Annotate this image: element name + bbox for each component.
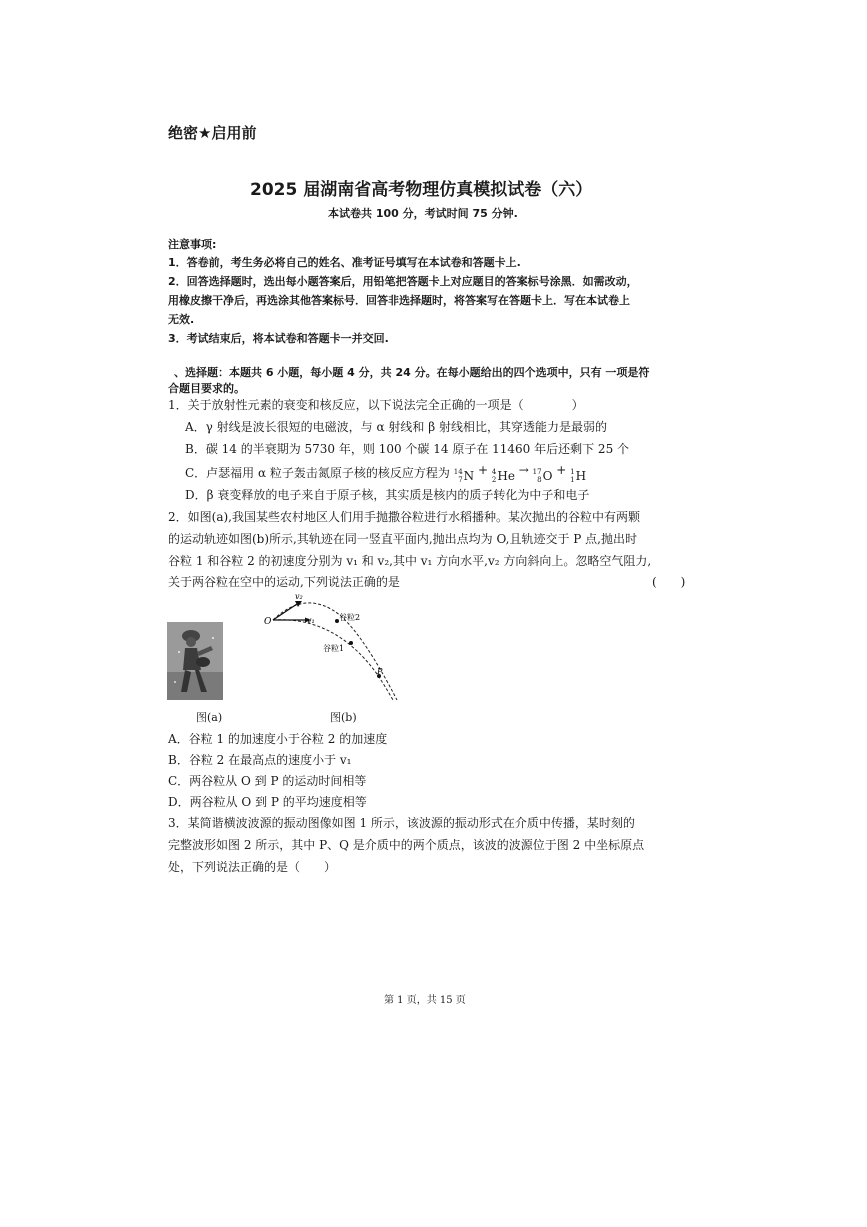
reaction-arrow: → bbox=[518, 463, 529, 477]
nitrogen-nuclide bbox=[454, 468, 474, 484]
oxygen-mass-number: 17 bbox=[532, 468, 542, 476]
q1-option-c-text: C．卢瑟福用 α 粒子轰击氮原子核的核反应方程为 bbox=[185, 466, 450, 480]
plus-sign: + bbox=[556, 463, 567, 477]
hydrogen-nuclide bbox=[570, 468, 586, 484]
figure-b-trajectory-diagram bbox=[255, 588, 415, 706]
label-p: P bbox=[377, 667, 383, 676]
oxygen-atomic-number: 8 bbox=[537, 476, 542, 484]
q2-option-b: B．谷粒 2 在最高点的速度小于 v₁ bbox=[168, 753, 352, 767]
notice-item-2-line-1: 2．回答选择题时，选出每小题答案后，用铅笔把答题卡上对应题目的答案标号涂黑．如需改动， bbox=[168, 275, 638, 288]
secret-mark: 绝密★启用前 bbox=[168, 124, 257, 142]
figure-a-caption: 图(a) bbox=[196, 711, 223, 724]
hydrogen-mass-number: 1 bbox=[570, 468, 575, 476]
q1-option-a: A．γ 射线是波长很短的电磁波，与 α 射线和 β 射线相比，其穿透能力是最弱的 bbox=[185, 420, 607, 434]
q2-line-4: 关于两谷粒在空中的运动,下列说法正确的是 bbox=[168, 575, 400, 589]
figure-b-caption: 图(b) bbox=[330, 711, 357, 724]
label-v1: v₁ bbox=[307, 616, 315, 625]
q2-line-2: 的运动轨迹如图(b)所示,其轨迹在同一竖直平面内,抛出点均为 O,且轨迹交于 P 点,抛出时 bbox=[168, 532, 637, 546]
nitrogen-atomic-number: 7 bbox=[458, 476, 463, 484]
label-grain-1: 谷粒1 bbox=[323, 644, 345, 653]
helium-mass-number: 4 bbox=[491, 468, 497, 476]
nitrogen-mass-number: 14 bbox=[453, 468, 463, 476]
section-1-line-1: 、选择题：本题共 6 小题，每小题 4 分，共 24 分。在每小题给出的四个选项中，只有 一项是符 bbox=[174, 366, 650, 379]
q1-option-b: B．碳 14 的半衰期为 5730 年，则 100 个碳 14 原子在 11460 年后还剩下 25 个 bbox=[185, 442, 630, 456]
notice-item-2-line-2: 用橡皮擦干净后，再选涂其他答案标号．回答非选择题时，将答案写在答题卡上．写在本试卷上 bbox=[168, 294, 630, 307]
q3-line-2: 完整波形如图 2 所示，其中 P、Q 是介质中的两个质点，该波的波源位于图 2 中坐标原点 bbox=[168, 838, 645, 852]
oxygen-symbol: O bbox=[542, 469, 553, 483]
notice-item-1: 1．答卷前，考生务必将自己的姓名、准考证号填写在本试卷和答题卡上. bbox=[168, 256, 521, 269]
q2-line-1: 2．如图(a),我国某些农村地区人们用手抛撒谷粒进行水稻播种。某次抛出的谷粒中有两颗 bbox=[168, 510, 640, 524]
exam-title: 2025 届湖南省高考物理仿真模拟试卷（六） bbox=[250, 180, 593, 200]
page-footer: 第 1 页，共 15 页 bbox=[384, 995, 466, 1006]
q2-line-3: 谷粒 1 和谷粒 2 的初速度分别为 v₁ 和 v₂,其中 v₁ 方向水平,v₂ 方向斜向上。忽略空气阻力, bbox=[168, 554, 652, 568]
q1-stem: 1．关于放射性元素的衰变和核反应，以下说法完全正确的一项是（ ） bbox=[168, 398, 584, 412]
label-v2: v₂ bbox=[295, 592, 303, 601]
helium-symbol: He bbox=[497, 469, 515, 483]
exam-subtitle: 本试卷共 100 分，考试时间 75 分钟. bbox=[328, 207, 518, 220]
helium-atomic-number: 2 bbox=[491, 476, 497, 484]
hydrogen-symbol: H bbox=[575, 469, 587, 483]
nuclear-equation bbox=[454, 463, 586, 484]
q2-option-a: A．谷粒 1 的加速度小于谷粒 2 的加速度 bbox=[168, 732, 388, 746]
farmer-illustration bbox=[167, 622, 223, 700]
q1-option-d: D．β 衰变释放的电子来自于原子核，其实质是核内的质子转化为中子和电子 bbox=[185, 488, 590, 502]
oxygen-nuclide bbox=[533, 468, 553, 484]
notice-item-2-line-3: 无效. bbox=[168, 313, 195, 326]
label-grain-2: 谷粒2 bbox=[339, 613, 361, 622]
notice-heading: 注意事项: bbox=[168, 238, 217, 251]
q3-line-3: 处，下列说法正确的是（ ） bbox=[168, 860, 337, 874]
v2-arrow bbox=[273, 604, 297, 620]
label-o: O bbox=[264, 617, 272, 627]
q3-line-1: 3．某简谐横波波源的振动图像如图 1 所示，该波源的振动形式在介质中传播，某时刻的 bbox=[168, 816, 635, 830]
nitrogen-symbol: N bbox=[463, 469, 475, 483]
q1-option-c bbox=[185, 463, 586, 484]
notice-item-3: 3．考试结束后，将本试卷和答题卡一并交回. bbox=[168, 332, 389, 345]
plus-sign: + bbox=[478, 463, 489, 477]
helium-nuclide bbox=[492, 468, 515, 484]
q2-option-d: D．两谷粒从 O 到 P 的平均速度相等 bbox=[168, 795, 367, 809]
figure-a-photo bbox=[167, 622, 223, 700]
hydrogen-atomic-number: 1 bbox=[570, 476, 575, 484]
grain-1-dot bbox=[349, 641, 353, 645]
q2-option-c: C．两谷粒从 O 到 P 的运动时间相等 bbox=[168, 774, 367, 788]
section-1-line-2: 合题目要求的。 bbox=[168, 382, 245, 395]
q2-answer-bracket: ( ) bbox=[652, 575, 686, 589]
